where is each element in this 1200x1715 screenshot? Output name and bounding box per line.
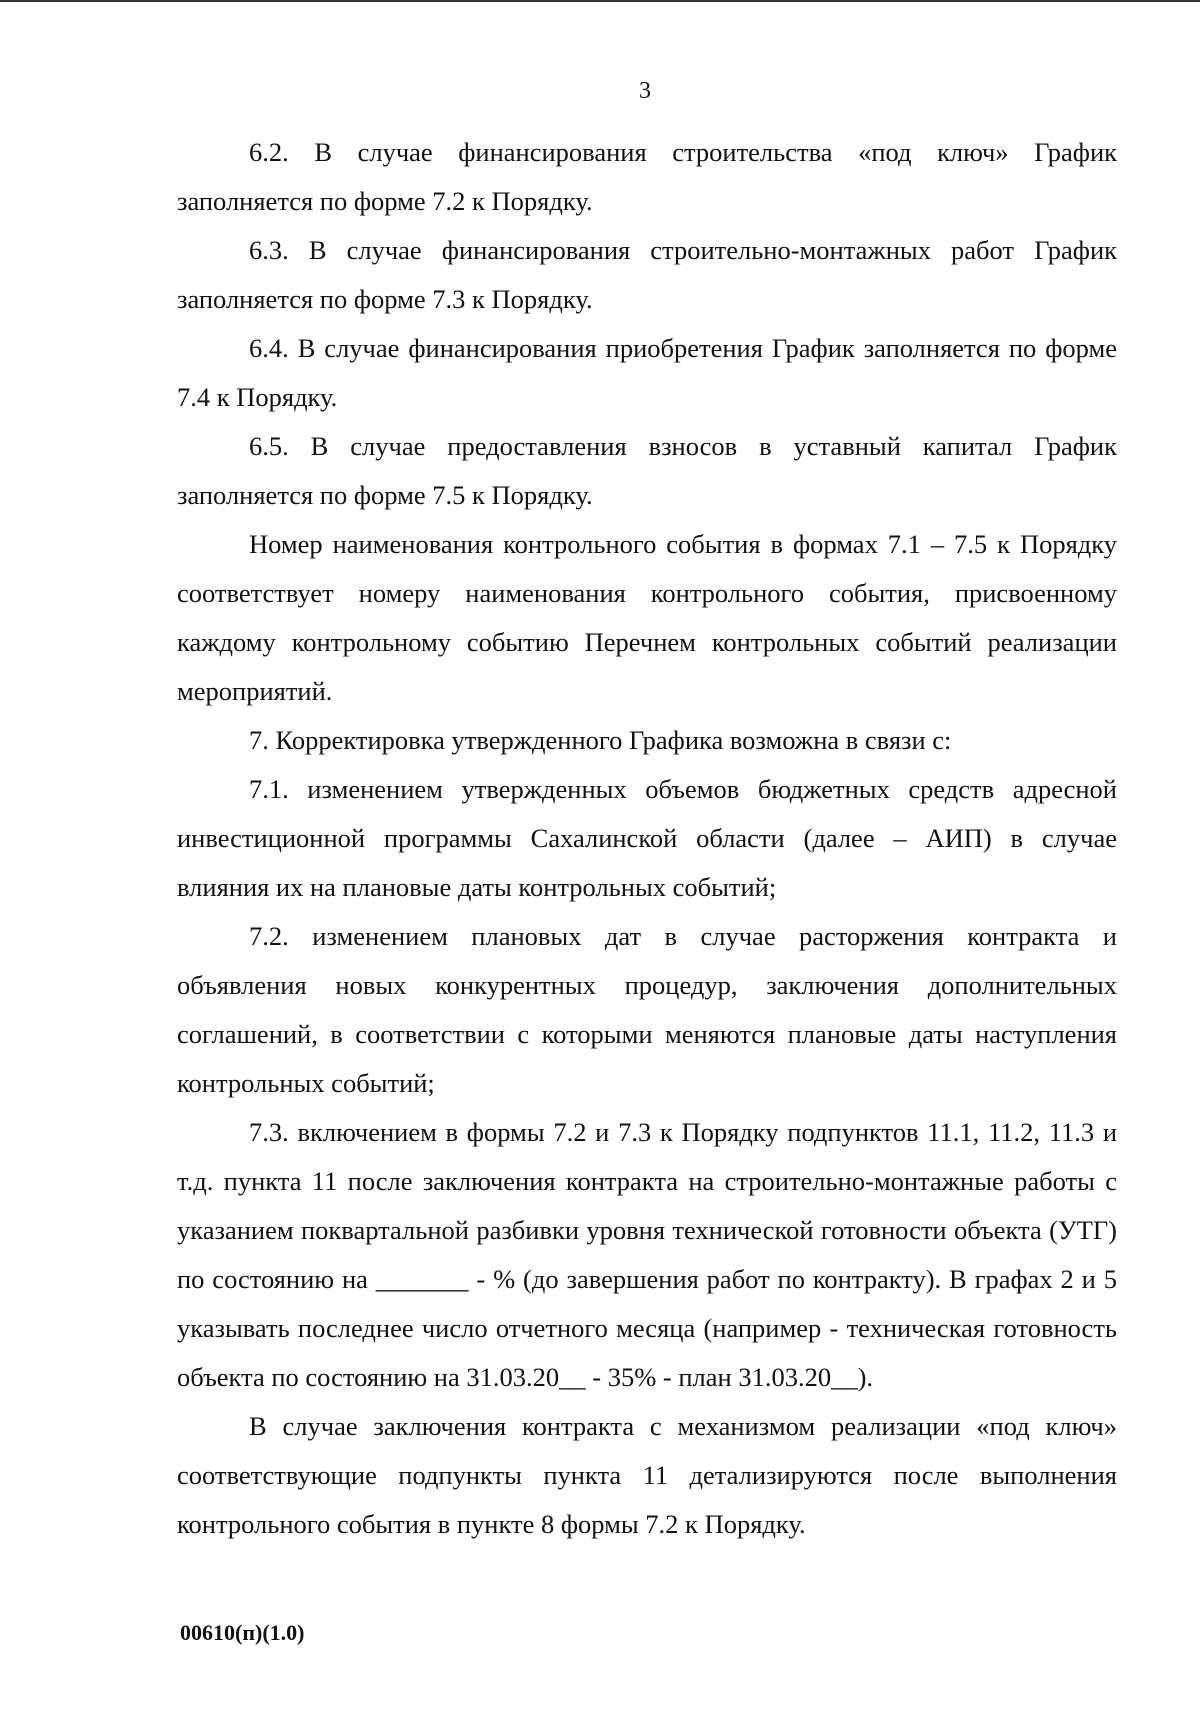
paragraph-7: 7. Корректировка утвержденного Графика возможна в связи с:	[249, 725, 952, 755]
page-number: 3	[639, 78, 651, 104]
paragraph-6-5: 6.5. В случае предоставления взносов в уставный капитал График заполняется по форме 7.5 к Порядку.	[177, 431, 1117, 510]
paragraph-7-1: 7.1. изменением утвержденных объемов бюджетных средств адресной инвестиционной программы Сахалинской области (далее – АИП) в случае влияния их на плановые даты контрольных событий;	[177, 774, 1117, 902]
paragraph-6-2: 6.2. В случае финансирования строительства «под ключ» График заполняется по форме 7.2 к Порядку.	[177, 137, 1117, 216]
paragraph-7-3: 7.3. включением в формы 7.2 и 7.3 к Порядку подпунктов 11.1, 11.2, 11.3 и т.д. пункта 11 после заключения контракта на строительно-монтажные работы с указанием поквартальной разбивки уровня технической готовности объекта (УТГ) по состоянию на _______ - % (до завершения работ по контракту). В графах 2 и 5 указывать последнее число отчетного месяца (например - техническая готовность объекта по состоянию на 31.03.20__ - 35% - план 31.03.20__).	[177, 1117, 1117, 1392]
paragraph-6-4: 6.4. В случае финансирования приобретения График заполняется по форме 7.4 к Порядку.	[177, 333, 1117, 412]
paragraph-6-3: 6.3. В случае финансирования строительно-монтажных работ График заполняется по форме 7.3 к Порядку.	[177, 235, 1117, 314]
paragraph-control-event-number: Номер наименования контрольного события в формах 7.1 – 7.5 к Порядку соответствует номеру наименования контрольного события, присвоенному каждому контрольному событию Перечнем контрольных событий реализации мероприятий.	[177, 529, 1117, 706]
document-body	[177, 128, 1117, 1549]
paragraph-7-2: 7.2. изменением плановых дат в случае расторжения контракта и объявления новых конкурентных процедур, заключения дополнительных соглашений, в соответствии с которыми меняются плановые даты наступления контрольных событий;	[177, 921, 1117, 1098]
top-border-line	[0, 0, 1200, 2]
document-code: 00610(п)(1.0)	[180, 1620, 305, 1645]
paragraph-turnkey-contract: В случае заключения контракта с механизмом реализации «под ключ» соответствующие подпункты пункта 11 детализируются после выполнения контрольного события в пункте 8 формы 7.2 к Порядку.	[177, 1411, 1117, 1539]
